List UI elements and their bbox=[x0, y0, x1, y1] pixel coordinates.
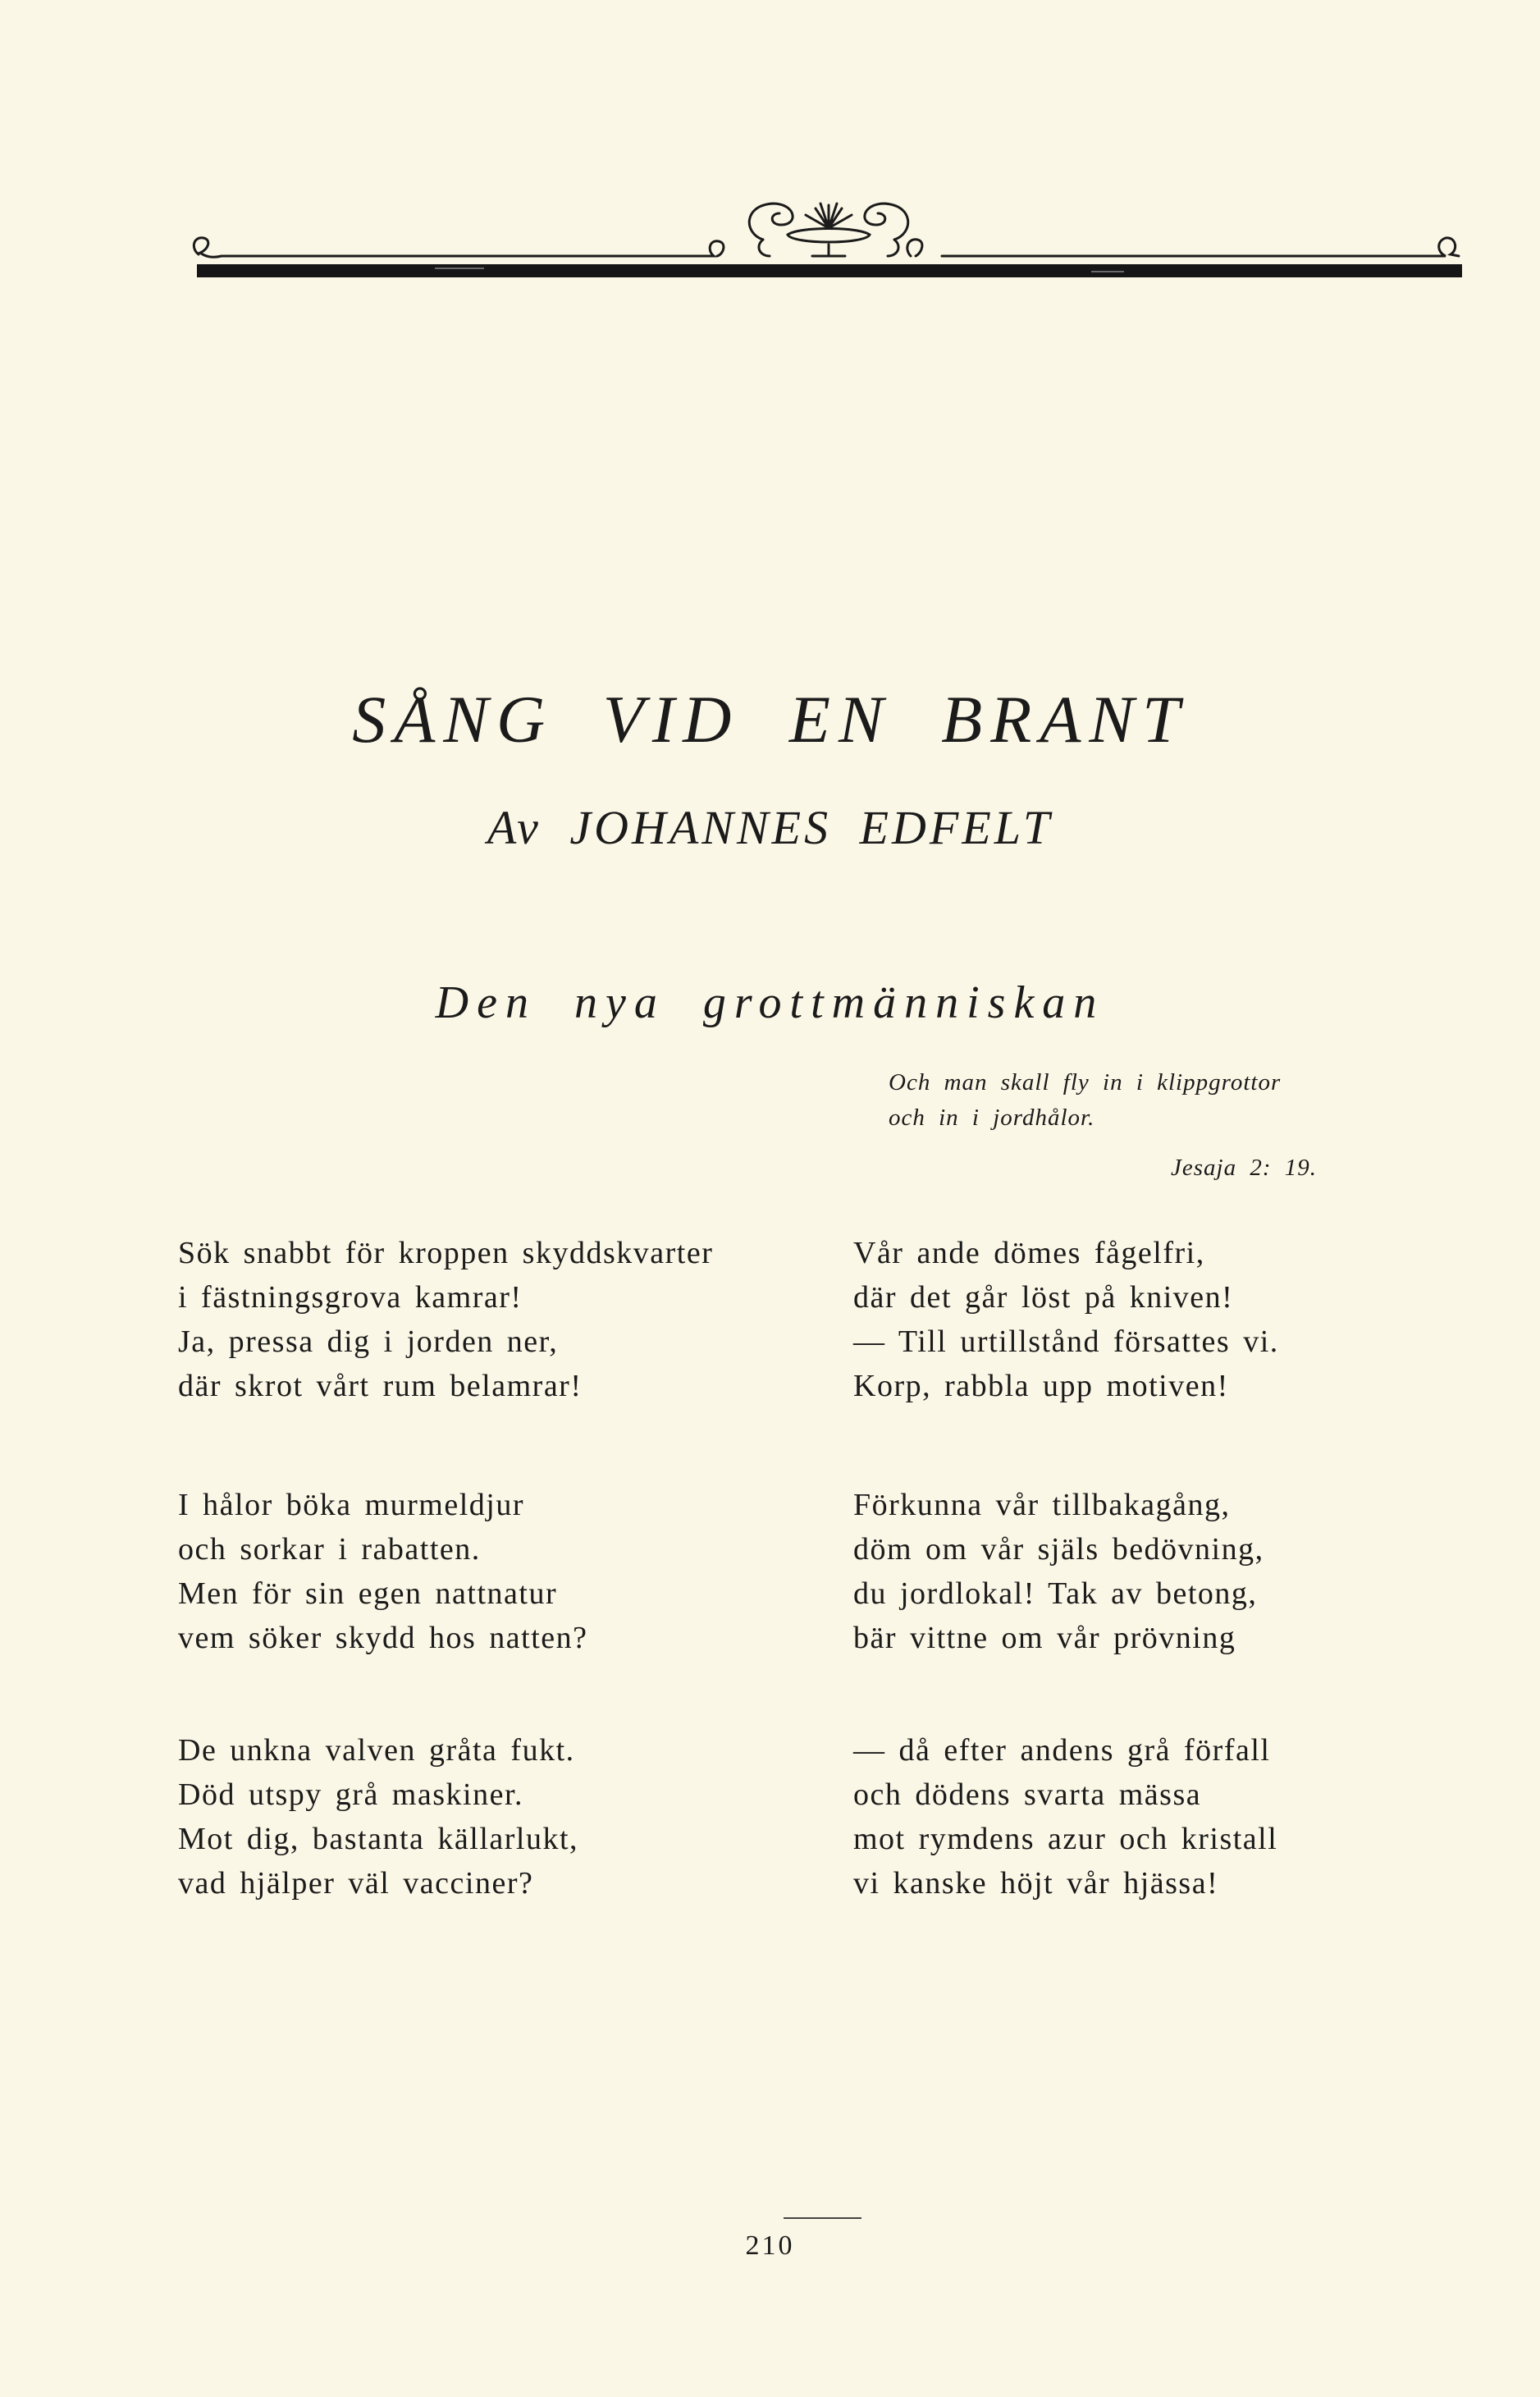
stanza-3 bbox=[178, 1728, 578, 1905]
verse-line: Sök snabbt för kroppen skyddskvarter bbox=[178, 1236, 714, 1270]
verse-line: De unkna valven gråta fukt. bbox=[178, 1733, 575, 1768]
author-byline: Av JOHANNES EDFELT bbox=[487, 801, 1053, 854]
verse-line: du jordlokal! Tak av betong, bbox=[853, 1576, 1258, 1611]
epigraph-source: Jesaja 2: 19. bbox=[1171, 1155, 1317, 1181]
verse-line: Vår ande dömes fågelfri, bbox=[853, 1236, 1205, 1270]
page-number: 210 bbox=[745, 2230, 795, 2261]
verse-line: Mot dig, bastanta källarlukt, bbox=[178, 1822, 579, 1856]
stanza-4 bbox=[853, 1231, 1279, 1408]
verse-line: Död utspy grå maskiner. bbox=[178, 1777, 524, 1812]
poem-title: SÅNG VID EN BRANT bbox=[352, 682, 1188, 757]
verse-line: döm om vår själs bedövning, bbox=[853, 1532, 1264, 1567]
verse-line: Korp, rabbla upp motiven! bbox=[853, 1369, 1229, 1403]
verse-line: vem söker skydd hos natten? bbox=[178, 1621, 588, 1655]
verse-line: Men för sin egen nattnatur bbox=[178, 1576, 558, 1611]
verse-line: I hålor böka murmeldjur bbox=[178, 1488, 525, 1522]
stanza-5 bbox=[853, 1483, 1264, 1660]
verse-line: bär vittne om vår prövning bbox=[853, 1621, 1236, 1655]
verse-line: — då efter andens grå förfall bbox=[853, 1733, 1271, 1768]
epigraph-line: Och man skall fly in i klippgrottor bbox=[889, 1069, 1282, 1096]
epigraph-line: och in i jordhålor. bbox=[889, 1105, 1095, 1131]
verse-line: där skrot vårt rum belamrar! bbox=[178, 1369, 583, 1403]
verse-line: Ja, pressa dig i jorden ner, bbox=[178, 1324, 559, 1359]
ornamental-header-icon bbox=[189, 197, 1469, 328]
page-number-rule bbox=[784, 2217, 861, 2219]
section-subtitle: Den nya grottmänniskan bbox=[435, 977, 1105, 1028]
verse-line: vad hjälper väl vacciner? bbox=[178, 1866, 534, 1901]
verse-line: Förkunna vår tillbakagång, bbox=[853, 1488, 1231, 1522]
verse-line: i fästningsgrova kamrar! bbox=[178, 1280, 523, 1315]
stanza-2 bbox=[178, 1483, 588, 1660]
stanza-6 bbox=[853, 1728, 1277, 1905]
stanza-1 bbox=[178, 1231, 713, 1408]
epigraph bbox=[889, 1065, 1381, 1186]
verse-line: och sorkar i rabatten. bbox=[178, 1532, 481, 1567]
verse-line: där det går löst på kniven! bbox=[853, 1280, 1234, 1315]
verse-line: — Till urtillstånd försattes vi. bbox=[853, 1324, 1279, 1359]
verse-line: vi kanske höjt vår hjässa! bbox=[853, 1866, 1219, 1901]
verse-line: mot rymdens azur och kristall bbox=[853, 1822, 1278, 1856]
verse-line: och dödens svarta mässa bbox=[853, 1777, 1202, 1812]
